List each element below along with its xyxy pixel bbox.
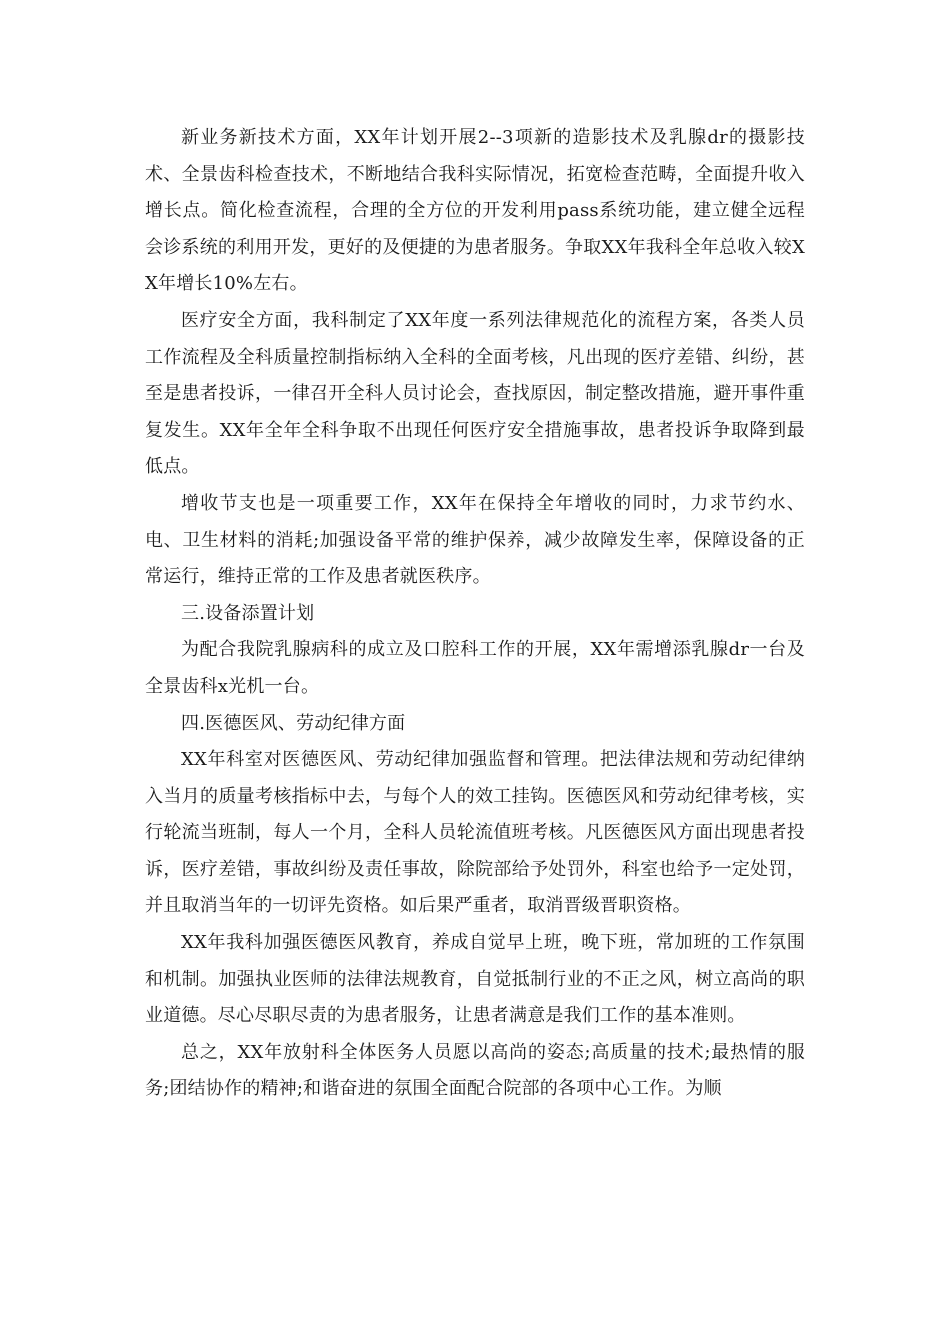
paragraph-new-technology: 新业务新技术方面，XX年计划开展2--3项新的造影技术及乳腺dr的摄影技术、全景齿科检查技术，不断地结合我科实际情况，拓宽检查范畴，全面提升收入增长点。简化检查流程，合理的全方位的开发利用pass系统功能，建立健全远程会诊系统的利用开发，更好的及便捷的为患者服务。争取XX年我科全年总收入较XX年增长10%左右。 (145, 127, 805, 295)
paragraph-cost-saving: 增收节支也是一项重要工作，XX年在保持全年增收的同时，力求节约水、电、卫生材料的消耗;加强设备平常的维护保养，减少故障发生率，保障设备的正常运行，维持正常的工作及患者就医秩序。 (145, 492, 805, 588)
paragraph-medical-safety: 医疗安全方面，我科制定了XX年度一系列法律规范化的流程方案，各类人员工作流程及全科质量控制指标纳入全科的全面考核，凡出现的医疗差错、纠纷，甚至是患者投诉，一律召开全科人员讨论会，查找原因，制定整改措施，避开事件重复发生。XX年全年全科争取不出现任何医疗安全措施事故，患者投诉争取降到最低点。 (145, 309, 805, 478)
paragraph-ethics-supervision: XX年科室对医德医风、劳动纪律加强监督和管理。把法律法规和劳动纪律纳入当月的质量考核指标中去，与每个人的效工挂钩。医德医风和劳动纪律考核，实行轮流当班制，每人一个月，全科人员轮流值班考核。凡医德医风方面出现患者投诉，医疗差错，事故纠纷及责任事故，除院部给予处罚外，科室也给予一定处罚，并且取消当年的一切评先资格。如后果严重者，取消晋级晋职资格。 (145, 749, 805, 917)
paragraph-equipment-plan: 为配合我院乳腺病科的成立及口腔科工作的开展，XX年需增添乳腺dr一台及全景齿科x光机一台。 (145, 639, 805, 697)
paragraph-ethics-education: XX年我科加强医德医风教育，养成自觉早上班，晚下班，常加班的工作氛围和机制。加强执业医师的法律法规教育，自觉抵制行业的不正之风，树立高尚的职业道德。尽心尽职尽责的为患者服务，让患者满意是我们工作的基本准则。 (145, 932, 805, 1027)
document-body (145, 120, 805, 1108)
section-heading-equipment: 三.设备添置计划 (181, 602, 315, 624)
paragraph-summary: 总之，XX年放射科全体医务人员愿以高尚的姿态;高质量的技术;最热情的服务;团结协作的精神;和谐奋进的氛围全面配合院部的各项中心工作。为顺 (145, 1041, 805, 1100)
section-heading-ethics-discipline: 四.医德医风、劳动纪律方面 (181, 712, 406, 734)
